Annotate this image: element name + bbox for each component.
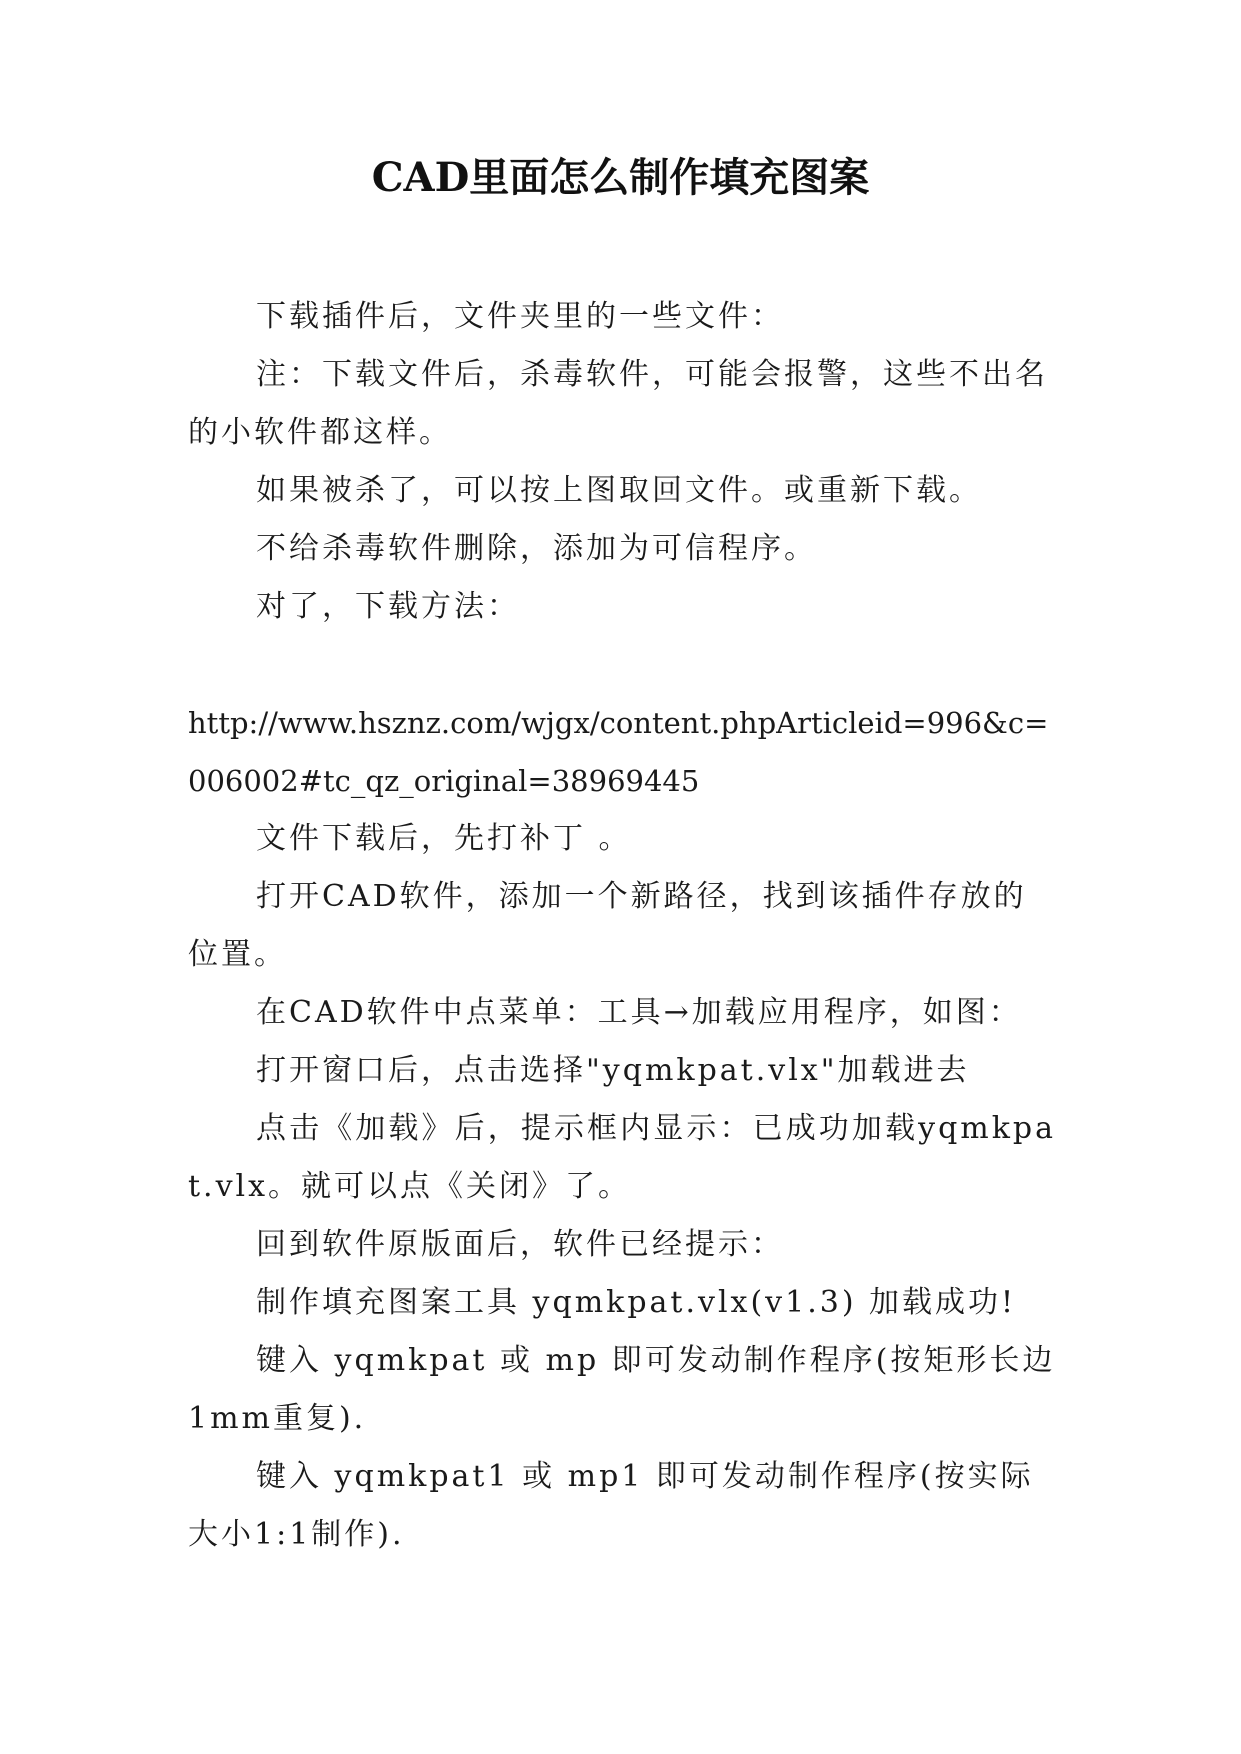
paragraph: 注：下载文件后，杀毒软件，可能会报警，这些不出名的小软件都这样。 bbox=[188, 357, 1048, 450]
download-url: http://www.hsznz.com/wjgx/content.phpArticleid=996&c=006002#tc_qz_original=38969445 bbox=[188, 706, 1049, 798]
document-body bbox=[188, 288, 1056, 1564]
blank-line bbox=[188, 636, 1056, 694]
paragraph: 文件下载后，先打补丁 。 bbox=[256, 821, 632, 856]
paragraph: 如果被杀了，可以按上图取回文件。或重新下载。 bbox=[256, 473, 982, 508]
paragraph: 对了，下载方法： bbox=[256, 589, 520, 624]
paragraph: 制作填充图案工具 yqmkpat.vlx(v1.3) 加载成功! bbox=[256, 1285, 1017, 1320]
document-title: CAD里面怎么制作填充图案 bbox=[371, 154, 870, 201]
paragraph: 键入 yqmkpat 或 mp 即可发动制作程序(按矩形长边1mm重复). bbox=[188, 1343, 1056, 1436]
paragraph: 下载插件后，文件夹里的一些文件： bbox=[256, 299, 784, 334]
paragraph: 回到软件原版面后，软件已经提示： bbox=[256, 1227, 784, 1262]
paragraph: 在CAD软件中点菜单：工具→加载应用程序，如图： bbox=[256, 995, 1022, 1030]
paragraph: 打开CAD软件，添加一个新路径，找到该插件存放的位置。 bbox=[188, 879, 1027, 972]
paragraph: 打开窗口后，点击选择"yqmkpat.vlx"加载进去 bbox=[256, 1053, 970, 1088]
paragraph: 不给杀毒软件删除，添加为可信程序。 bbox=[256, 531, 817, 566]
paragraph: 点击《加载》后，提示框内显示：已成功加载yqmkpat.vlx。就可以点《关闭》了。 bbox=[188, 1111, 1056, 1204]
paragraph: 键入 yqmkpat1 或 mp1 即可发动制作程序(按实际大小1:1制作). bbox=[188, 1459, 1034, 1552]
